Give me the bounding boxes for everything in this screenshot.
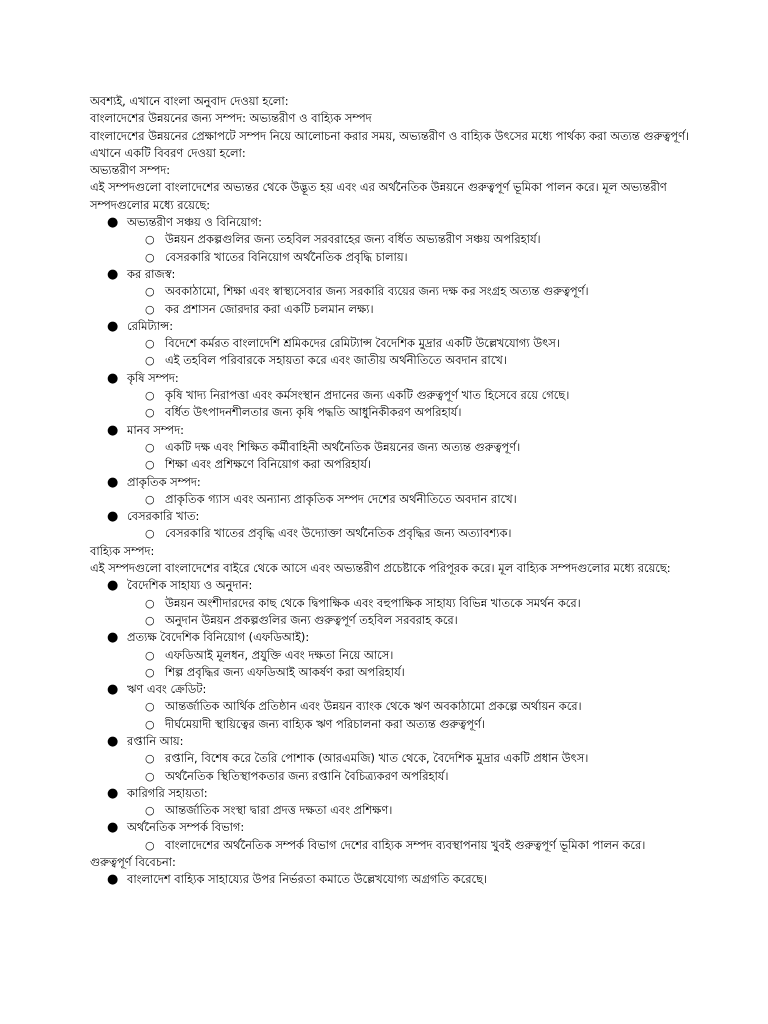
circle-bullet-icon: ○ — [145, 838, 155, 852]
sub-list-item — [145, 404, 690, 421]
sub-list-text: অর্থনৈতিক স্থিতিস্থাপকতার জন্য রপ্তানি বৈচিত্র্যকরণ অপরিহার্য। — [165, 768, 449, 783]
circle-bullet-icon: ○ — [145, 250, 155, 264]
bullet-icon: ● — [107, 630, 119, 646]
sub-list — [127, 491, 690, 508]
list-item — [107, 681, 690, 733]
circle-bullet-icon: ○ — [145, 717, 155, 731]
bullet-icon: ● — [107, 318, 119, 334]
sub-list-item — [145, 768, 690, 785]
list-item — [107, 871, 690, 888]
list-item-title: অর্থনৈতিক সম্পর্ক বিভাগ: — [127, 820, 245, 835]
bullet-icon: ● — [107, 422, 119, 438]
sub-list-text: বেসরকারি খাতের প্রবৃদ্ধি এবং উদ্যোক্তা অর্থনৈতিক প্রবৃদ্ধির জন্য অত্যাবশ্যক। — [165, 526, 512, 541]
list-item-title: অভ্যন্তরীণ সঞ্চয় ও বিনিয়োগ: — [127, 215, 262, 230]
list-item-title: কর রাজস্ব: — [127, 266, 176, 281]
sub-list-item — [145, 716, 690, 733]
sub-list — [127, 750, 690, 785]
intro-paragraph: বাংলাদেশের উন্নয়নের প্রেক্ষাপটে সম্পদ নিয়ে আলোচনা করার সময়, অভ্যন্তরীণ ও বাহ্যিক উৎসের মধ্যে পার্থক্য করা অত্যন্ত গুরুত্বপূর্ণ। এখানে একটি বিবরণ দেওয়া হলো: — [90, 128, 690, 160]
list-item-title: কৃষি সম্পদ: — [127, 370, 179, 385]
circle-bullet-icon: ○ — [145, 613, 155, 627]
circle-bullet-icon: ○ — [145, 440, 155, 454]
circle-bullet-icon: ○ — [145, 337, 155, 351]
internal-intro: এই সম্পদগুলো বাংলাদেশের অভ্যন্তর থেকে উদ্ভূত হয় এবং এর অর্থনৈতিক উন্নয়নে গুরুত্বপূর্ণ ভূমিকা পালন করে। মূল অভ্যন্তরীণ সম্পদগুলোর মধ্যে রয়েছে: — [90, 180, 667, 212]
sub-list-text: আন্তর্জাতিক আর্থিক প্রতিষ্ঠান এবং উন্নয়ন ব্যাংক থেকে ঋণ অবকাঠামো প্রকল্পে অর্থায়ন করে। — [165, 699, 582, 714]
circle-bullet-icon: ○ — [145, 233, 155, 247]
list-item — [107, 819, 690, 854]
list-item — [107, 629, 690, 681]
bullet-icon: ● — [107, 266, 119, 282]
bullet-icon: ● — [107, 215, 119, 231]
sub-list-text: শিল্প প্রবৃদ্ধির জন্য এফডিআই আকর্ষণ করা অপরিহার্য। — [165, 664, 405, 679]
list-item-title: কারিগরি সহায়তা: — [127, 785, 208, 800]
sub-list-text: এই তহবিল পরিবারকে সহায়তা করে এবং জাতীয় অর্থনীতিতে অবদান রাখে। — [165, 353, 507, 368]
sub-list — [127, 439, 690, 474]
sub-list-text: কৃষি খাদ্য নিরাপত্তা এবং কর্মসংস্থান প্রদানের জন্য একটি গুরুত্বপূর্ণ খাত হিসেবে রয়ে গেছে। — [165, 388, 570, 403]
sub-list-text: দীর্ঘমেয়াদী স্থায়িত্বের জন্য বাহ্যিক ঋণ পরিচালনা করা অত্যন্ত গুরুত্বপূর্ণ। — [165, 716, 485, 731]
circle-bullet-icon: ○ — [145, 769, 155, 783]
circle-bullet-icon: ○ — [145, 302, 155, 316]
bullet-icon: ● — [107, 370, 119, 386]
intro-line: অবশ্যই, এখানে বাংলা অনুবাদ দেওয়া হলো: — [90, 94, 289, 108]
list-item-title: ঋণ এবং ক্রেডিট: — [127, 682, 207, 697]
list-item-title: প্রত্যক্ষ বৈদেশিক বিনিয়োগ (এফডিআই): — [127, 630, 310, 645]
list-item — [107, 370, 690, 422]
sub-list-text: প্রাকৃতিক গ্যাস এবং অন্যান্য প্রাকৃতিক সম্পদ দেশের অর্থনীতিতে অবদান রাখে। — [165, 491, 517, 506]
bullet-icon: ● — [107, 682, 119, 698]
sub-list-item — [145, 387, 690, 404]
sub-list-item — [145, 283, 690, 300]
sub-list-text: উন্নয়ন অংশীদারদের কাছ থেকে দ্বিপাক্ষিক এবং বহুপাক্ষিক সাহায্য বিভিন্ন খাতকে সমর্থন করে। — [165, 595, 581, 610]
sub-list-text: অবকাঠামো, শিক্ষা এবং স্বাস্থ্যসেবার জন্য সরকারি ব্যয়ের জন্য দক্ষ কর সংগ্রহ অত্যন্ত গুরুত্বপূর্ণ। — [165, 284, 589, 299]
list-item — [107, 214, 690, 266]
circle-bullet-icon: ○ — [145, 458, 155, 472]
sub-list-item — [145, 664, 690, 681]
sub-list-text: বিদেশে কর্মরত বাংলাদেশি শ্রমিকদের রেমিট্যান্স বৈদেশিক মুদ্রার একটি উল্লেখযোগ্য উৎস। — [165, 336, 560, 351]
sub-list-item — [145, 525, 690, 542]
circle-bullet-icon: ○ — [145, 752, 155, 766]
external-heading: বাহ্যিক সম্পদ: — [90, 543, 155, 558]
circle-bullet-icon: ○ — [145, 665, 155, 679]
sub-list-text: রপ্তানি, বিশেষ করে তৈরি পোশাক (আরএমজি) খাত থেকে, বৈদেশিক মুদ্রার একটি প্রধান উৎস। — [165, 751, 589, 766]
sub-list-item — [145, 491, 690, 508]
circle-bullet-icon: ○ — [145, 527, 155, 541]
list-item — [107, 733, 690, 785]
sub-list — [127, 595, 690, 630]
sub-list — [127, 231, 690, 266]
sub-list-item — [145, 802, 690, 819]
sub-list-text: অনুদান উন্নয়ন প্রকল্পগুলির জন্য গুরুত্বপূর্ণ তহবিল সরবরাহ করে। — [165, 612, 458, 627]
sub-list-item — [145, 595, 690, 612]
sub-list — [127, 283, 690, 318]
internal-list — [90, 214, 690, 543]
bullet-icon: ● — [107, 733, 119, 749]
circle-bullet-icon: ○ — [145, 648, 155, 662]
circle-bullet-icon: ○ — [145, 406, 155, 420]
sub-list-item — [145, 698, 690, 715]
sub-list — [127, 837, 690, 854]
sub-list-item — [145, 612, 690, 629]
sub-list-item — [145, 750, 690, 767]
sub-list — [127, 802, 690, 819]
document-body — [90, 93, 690, 889]
sub-list-item — [145, 335, 690, 352]
list-item-title: রপ্তানি আয়: — [127, 733, 184, 748]
sub-list — [127, 387, 690, 422]
bullet-icon: ● — [107, 578, 119, 594]
sub-list-item — [145, 231, 690, 248]
circle-bullet-icon: ○ — [145, 492, 155, 506]
list-item-title: প্রাকৃতিক সম্পদ: — [127, 474, 201, 489]
list-item — [107, 785, 690, 820]
list-item — [107, 266, 690, 318]
list-item — [107, 422, 690, 474]
circle-bullet-icon: ○ — [145, 596, 155, 610]
sub-list — [127, 335, 690, 370]
considerations-list — [90, 871, 690, 888]
list-item — [107, 577, 690, 629]
list-item-title: রেমিট্যান্স: — [127, 318, 174, 333]
sub-list-text: বর্ধিত উৎপাদনশীলতার জন্য কৃষি পদ্ধতি আধুনিকীকরণ অপরিহার্য। — [165, 405, 462, 420]
sub-list-item — [145, 249, 690, 266]
sub-list-item — [145, 439, 690, 456]
sub-list — [127, 647, 690, 682]
sub-list-text: বাংলাদেশের অর্থনৈতিক সম্পর্ক বিভাগ দেশের বাহ্যিক সম্পদ ব্যবস্থাপনায় খুবই গুরুত্বপূর্ণ ভূমিকা পালন করে। — [165, 837, 646, 852]
sub-list — [127, 698, 690, 733]
sub-list-text: একটি দক্ষ এবং শিক্ষিত কর্মীবাহিনী অর্থনৈতিক উন্নয়নের জন্য অত্যন্ত গুরুত্বপূর্ণ। — [165, 439, 521, 454]
sub-list-text: আন্তর্জাতিক সংস্থা দ্বারা প্রদত্ত দক্ষতা এবং প্রশিক্ষণ। — [165, 803, 393, 818]
sub-list-text: বেসরকারি খাতের বিনিয়োগ অর্থনৈতিক প্রবৃদ্ধি চালায়। — [165, 249, 408, 264]
bullet-icon: ● — [107, 872, 119, 888]
list-item — [107, 508, 690, 543]
list-item-title: মানব সম্পদ: — [127, 422, 184, 437]
list-item — [107, 474, 690, 509]
circle-bullet-icon: ○ — [145, 285, 155, 299]
considerations-heading: গুরুত্বপূর্ণ বিবেচনা: — [90, 855, 176, 870]
sub-list-text: শিক্ষা এবং প্রশিক্ষণে বিনিয়োগ করা অপরিহার্য। — [165, 457, 372, 472]
sub-list — [127, 525, 690, 542]
sub-list-text: কর প্রশাসন জোরদার করা একটি চলমান লক্ষ্য। — [165, 301, 374, 316]
bullet-icon: ● — [107, 785, 119, 801]
list-item-title: বাংলাদেশ বাহ্যিক সাহায্যের উপর নির্ভরতা কমাতে উল্লেখযোগ্য অগ্রগতি করেছে। — [127, 872, 488, 887]
sub-list-item — [145, 456, 690, 473]
list-item-title: বেসরকারি খাত: — [127, 509, 200, 524]
external-intro: এই সম্পদগুলো বাংলাদেশের বাইরে থেকে আসে এবং অভ্যন্তরীণ প্রচেষ্টাকে পরিপূরক করে। মূল বাহ্যিক সম্পদগুলোর মধ্যে রয়েছে: — [90, 561, 671, 576]
list-item-title: বৈদেশিক সাহায্য ও অনুদান: — [127, 578, 253, 593]
circle-bullet-icon: ○ — [145, 354, 155, 368]
sub-list-item — [145, 647, 690, 664]
external-list — [90, 577, 690, 854]
sub-list-item — [145, 837, 690, 854]
sub-list-text: এফডিআই মূলধন, প্রযুক্তি এবং দক্ষতা নিয়ে আসে। — [165, 647, 394, 662]
list-item — [107, 318, 690, 370]
bullet-icon: ● — [107, 509, 119, 525]
internal-heading: অভ্যন্তরীণ সম্পদ: — [90, 163, 171, 178]
bullet-icon: ● — [107, 474, 119, 490]
bullet-icon: ● — [107, 820, 119, 836]
circle-bullet-icon: ○ — [145, 389, 155, 403]
sub-list-item — [145, 301, 690, 318]
sub-list-text: উন্নয়ন প্রকল্পগুলির জন্য তহবিল সরবরাহের জন্য বর্ধিত অভ্যন্তরীণ সঞ্চয় অপরিহার্য। — [165, 232, 541, 247]
document-title: বাংলাদেশের উন্নয়নের জন্য সম্পদ: অভ্যন্তরীণ ও বাহ্যিক সম্পদ — [90, 111, 372, 126]
circle-bullet-icon: ○ — [145, 804, 155, 818]
sub-list-item — [145, 352, 690, 369]
circle-bullet-icon: ○ — [145, 700, 155, 714]
